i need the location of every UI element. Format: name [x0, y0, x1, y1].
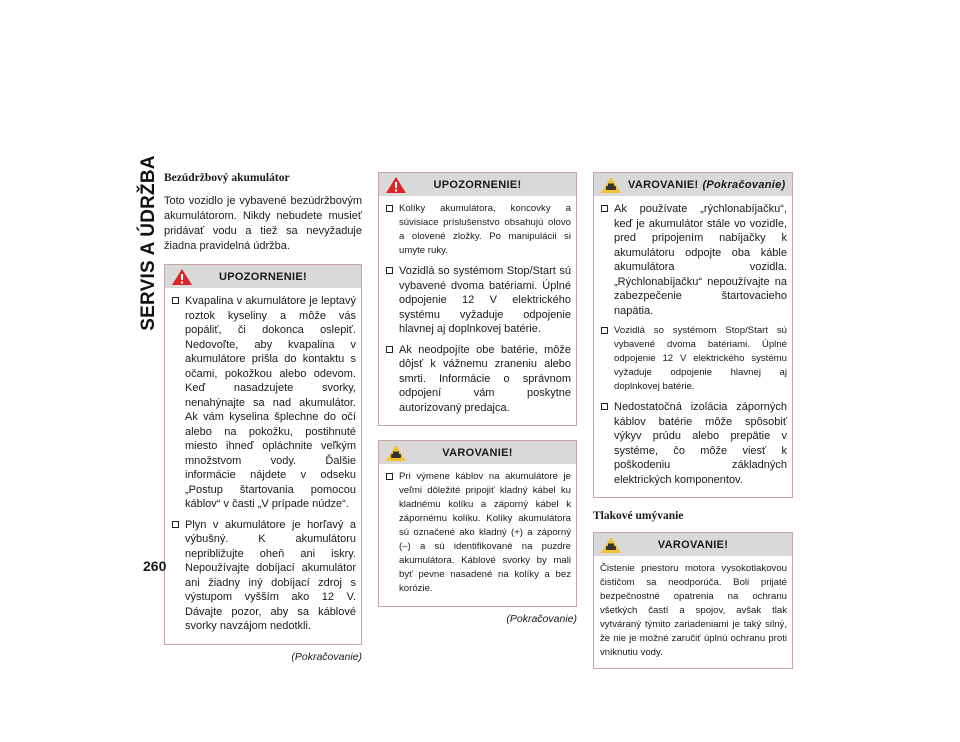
caution-box-title: VAROVANIE! — [442, 446, 513, 459]
square-bullet-icon — [601, 403, 608, 410]
section-side-tab-label: SERVIS A ÚDRŽBA — [138, 155, 159, 331]
square-bullet-icon — [601, 327, 608, 334]
caution-box — [593, 172, 793, 498]
list-item — [385, 264, 571, 337]
warning-box-header — [379, 173, 576, 196]
list-item — [385, 343, 571, 416]
list-item-text: Vozidlá so systémom Stop/Start sú vybavené dvoma batériami. Úplné odpojenie 12 V elektrického systému vyžaduje odpojenie hlavnej aj doplnkovej batérie. — [399, 265, 571, 335]
list-item-text: Vozidlá so systémom Stop/Start sú vybavené dvoma batériami. Úplné odpojenie 12 V elektrického systému vyžaduje odpojenie hlavnej aj doplnkovej batérie. — [614, 325, 787, 392]
square-bullet-icon — [386, 205, 393, 212]
caution-box-header — [594, 533, 792, 556]
list-item — [600, 202, 787, 318]
list-item — [385, 470, 571, 596]
list-item — [385, 202, 571, 258]
caution-car-icon — [385, 444, 407, 462]
square-bullet-icon — [386, 346, 393, 353]
caution-box-header — [379, 441, 576, 464]
warning-triangle-icon — [171, 268, 193, 286]
caution-box — [378, 440, 577, 607]
square-bullet-icon — [172, 297, 179, 304]
section-heading: Bezúdržbový akumulátor — [164, 172, 290, 184]
list-item — [600, 324, 787, 394]
warning-box-body — [165, 288, 361, 644]
continued-note: (Pokračovanie) — [291, 650, 362, 663]
list-item-text: Kolíky akumulátora, koncovky a súvisiace príslušenstvo obsahujú olovo a olovené zložky. Po manipulácii si umyte ruky. — [399, 203, 571, 256]
square-bullet-icon — [601, 205, 608, 212]
column-2 — [378, 172, 577, 625]
list-item — [171, 518, 356, 634]
section-heading: Tlakové umývanie — [593, 510, 684, 522]
caution-car-icon — [600, 176, 622, 194]
caution-box-title-suffix: (Pokračovanie) — [702, 178, 786, 191]
list-item-text: Nedostatočná izolácia záporných káblov batérie môže spôsobiť výkyv prúdu alebo prepätie v systéme, čo môže viesť k poškodeniu základných elektrických komponentov. — [614, 401, 787, 486]
square-bullet-icon — [172, 521, 179, 528]
section-side-tab — [136, 155, 162, 331]
caution-text: Čistenie priestoru motora vysokotlakovou čističom sa neodporúča. Boli prijaté bezpečnostné opatrenia na ochranu všetkých častí a spojov, avšak tlak vytváraný týmito zariadeniami je taký silný, že nie je možné zaručiť úplnú ochranu proti vniknutiu vody. — [600, 563, 787, 658]
warning-triangle-icon — [385, 176, 407, 194]
warning-box-header — [165, 265, 361, 288]
column-3 — [593, 172, 793, 675]
caution-box-body — [594, 556, 792, 668]
list-item-text: Ak neodpojíte obe batérie, môže dôjsť k vážnemu zraneniu alebo smrti. Informácie o správnom odpojení vám poskytne autorizovaný predajca. — [399, 343, 571, 414]
caution-car-icon — [600, 536, 622, 554]
warning-box-title: UPOZORNENIE! — [219, 270, 307, 283]
list-item — [171, 294, 356, 512]
list-item-text: Ak používate „rýchlonabíjačku“, keď je akumulátor stále vo vozidle, pred pripojením nabíjačky k akumulátoru odpojte oba káble akumulátora vozidla. „Rýchlonabíjačku“ nepoužívajte na zabezpečenie štartovacieho napätia. — [614, 203, 787, 317]
square-bullet-icon — [386, 473, 393, 480]
warning-box-title: UPOZORNENIE! — [433, 178, 522, 191]
column-1 — [164, 168, 362, 663]
list-item-text: Plyn v akumulátore je horľavý a výbušný. K akumulátoru nepribližujte oheň ani iskry. Nepoužívajte dobíjací akumulátor ani žiadny iný dobíjací zdroj s výstupom vyšším ako 12 V. Dávajte pozor, aby sa káblové svorky navzájom nedotkli. — [185, 518, 356, 632]
caution-box-title: VAROVANIE! — [657, 538, 729, 551]
warning-box-body — [379, 196, 576, 425]
caution-box-body — [594, 196, 792, 497]
intro-paragraph: Toto vozidlo je vybavené bezúdržbovým akumulátorom. Nikdy nebudete musieť pridávať vodu a tiež sa nevyžaduje žiadna pravidelná údržba. — [164, 195, 362, 252]
continued-note: (Pokračovanie) — [506, 613, 577, 625]
caution-box-body — [379, 464, 576, 606]
list-item-text: Kvapalina v akumulátore je leptavý roztok kyseliny a môže vás popáliť, či dokonca oslepiť. Nedovoľte, aby kvapalina v akumulátore prišla do kontaktu s očami, pokožkou alebo odevom. Keď nasadzujete svorky, nenahýnajte sa nad akumulátor. Ak vám kyselina šplechne do očí alebo na pokožku, postihnuté miesto ihneď opláchnite veľkým množstvom vody. Ďalšie informácie nájdete v odseku „Postup štartovania pomocou káblov“ v časti „V prípade núdze“. — [185, 295, 356, 510]
list-item-text: Pri výmene káblov na akumulátore je veľmi dôležité pripojiť kladný kábel ku kladnému kolíku a záporný kábel k zápornému kolíku. Kolíky akumulátora sú označené ako kladný (+) a záporný (–) a sú identifikované na puzdre akumulátora. Káblové svorky by mali byť pevne nasadené na kolíky a bez korózie. — [399, 471, 571, 594]
warning-box — [164, 264, 362, 645]
square-bullet-icon — [386, 267, 393, 274]
caution-box-header — [594, 173, 792, 196]
caution-box — [593, 532, 793, 669]
warning-box — [378, 172, 577, 426]
caution-box-title: VAROVANIE! — [628, 178, 699, 191]
list-item — [600, 400, 787, 487]
page-number: 260 — [143, 558, 167, 574]
